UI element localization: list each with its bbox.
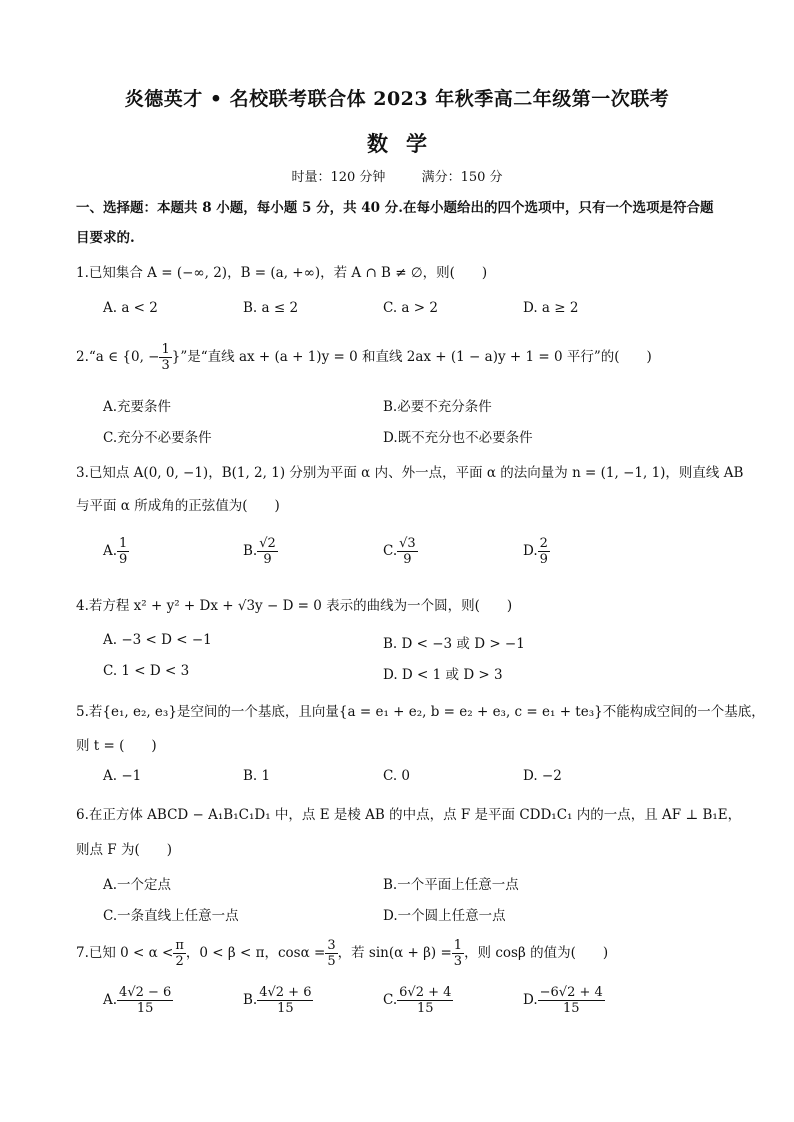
q3-c-num: √3 [399, 536, 416, 551]
question-3-options [103, 536, 723, 578]
q3-a-num: 1 [119, 536, 128, 551]
q7-frac1 [173, 938, 186, 969]
q4-option-b: B. D < −3 或 D > −1 [383, 636, 525, 652]
q2-option-d: D.既不充分也不必要条件 [383, 430, 533, 446]
q6-option-d: D.一个圆上任意一点 [383, 908, 506, 924]
question-2 [76, 342, 736, 373]
q2-frac-den: 3 [161, 358, 170, 373]
q3-a-den: 9 [119, 552, 128, 567]
q7-c-frac [397, 985, 453, 1016]
q7-a-frac [117, 985, 173, 1016]
q3-d-num: 2 [539, 536, 548, 551]
q7-b-num: 4√2 + 6 [259, 985, 312, 1000]
q3-b-den: 9 [263, 552, 272, 567]
q3-b-num: √2 [259, 536, 276, 551]
section-heading-line2: 目要求的. [76, 230, 135, 246]
q7-option-c [383, 985, 453, 1016]
full-score: 满分：150 分 [421, 170, 503, 185]
exam-meta [0, 166, 794, 185]
q4-option-c: C. 1 < D < 3 [103, 663, 190, 679]
question-3-line2: 与平面 α 所成角的正弦值为( ) [76, 498, 280, 514]
q3-c-frac [397, 536, 418, 567]
q4-option-a: A. −3 < D < −1 [103, 632, 212, 648]
q7-frac3-den: 3 [453, 954, 463, 969]
q7-a-label: A. [103, 992, 118, 1008]
q5-option-c: C. 0 [383, 768, 411, 784]
q7-frac3-num: 1 [453, 938, 463, 953]
q7-frac2-den: 5 [327, 954, 336, 969]
question-1: 1.已知集合 A = (−∞, 2)，B = (a, +∞)，若 A ∩ B ≠ ∅，则( ) [76, 265, 488, 281]
q3-b-label: B. [243, 543, 258, 559]
q7-part2: ，0 < β < π，cosα = [185, 945, 326, 961]
q3-b-frac [257, 536, 278, 567]
section-heading-line1: 一、选择题：本题共 8 小题，每小题 5 分，共 40 分.在每小题给出的四个选项中，只有一个选项是符合题 [76, 200, 714, 216]
q7-frac2 [325, 938, 337, 969]
question-6-line2: 则点 F 为( ) [76, 842, 172, 858]
question-5-options [103, 768, 723, 796]
question-2-options-row1 [103, 395, 723, 419]
q7-d-num: −6√2 + 4 [539, 985, 603, 1000]
q7-b-label: B. [243, 992, 258, 1008]
q7-frac2-num: 3 [327, 938, 336, 953]
q3-c-den: 9 [403, 552, 412, 567]
question-4-options-row1 [103, 632, 723, 656]
q7-d-frac [538, 985, 605, 1016]
q4-option-d: D. D < 1 或 D > 3 [383, 667, 503, 683]
question-4-options-row2 [103, 663, 723, 687]
q7-part4: ，则 cosβ 的值为( ) [464, 945, 609, 961]
q3-c-label: C. [383, 543, 398, 559]
q5-option-a: A. −1 [103, 768, 142, 784]
q7-option-d [523, 985, 605, 1016]
q6-option-a: A.一个定点 [103, 877, 172, 893]
q6-option-b: B.一个平面上任意一点 [383, 877, 519, 893]
q3-d-den: 9 [539, 552, 548, 567]
q1-option-a: A. a < 2 [103, 300, 158, 316]
q5-option-d: D. −2 [523, 768, 562, 784]
q2-frac-num: 1 [161, 342, 170, 357]
q7-c-label: C. [383, 992, 398, 1008]
q3-a-label: A. [103, 543, 118, 559]
question-2-options-row2 [103, 426, 723, 450]
q3-d-label: D. [523, 543, 538, 559]
q7-a-num: 4√2 − 6 [119, 985, 172, 1000]
question-6-options-row2 [103, 904, 723, 928]
question-5-line2: 则 t = ( ) [76, 738, 157, 754]
q3-option-d [523, 536, 550, 567]
q3-option-c [383, 536, 418, 567]
subject-title: 数学 [367, 131, 445, 156]
question-4: 4.若方程 x² + y² + Dx + √3y − D = 0 表示的曲线为一个圆，则( ) [76, 598, 513, 614]
q3-d-frac [538, 536, 550, 567]
q7-option-b [243, 985, 313, 1016]
question-6-line1: 6.在正方体 ABCD − A₁B₁C₁D₁ 中，点 E 是棱 AB 的中点，点 F 是平面 CDD₁C₁ 内的一点，且 AF ⊥ B₁E， [76, 807, 742, 823]
question-7 [76, 936, 736, 970]
q3-option-b [243, 536, 278, 567]
q7-b-frac [257, 985, 313, 1016]
q2-option-a: A.充要条件 [103, 399, 172, 415]
q5-option-b: B. 1 [243, 768, 271, 784]
q3-option-a [103, 536, 129, 567]
q1-option-b: B. a ≤ 2 [243, 300, 299, 316]
q2-prefix: 2.“a ∈ {0, − [76, 349, 160, 365]
question-6-options-row1 [103, 873, 723, 897]
time-limit: 时量：120 分钟 [291, 170, 386, 185]
question-1-options [103, 300, 723, 328]
q2-fraction [159, 342, 171, 373]
q7-b-den: 15 [277, 1001, 294, 1016]
question-5-line1: 5.若{e₁, e₂, e₃}是空间的一个基底，且向量{a = e₁ + e₂, b = e₂ + e₃, c = e₁ + te₃}不能构成空间的一个基底， [76, 704, 765, 720]
q7-frac3 [452, 938, 464, 969]
q7-a-den: 15 [136, 1001, 154, 1016]
question-7-options [103, 985, 723, 1027]
q7-d-label: D. [523, 992, 538, 1008]
q2-suffix: }”是“直线 ax + (a + 1)y = 0 和直线 2ax + (1 − a)y + 1 = 0 平行”的( ) [171, 349, 652, 365]
q7-c-num: 6√2 + 4 [399, 985, 452, 1000]
q7-part3: ，若 sin(α + β) = [337, 945, 452, 961]
q7-frac1-num: π [175, 938, 184, 953]
q7-d-den: 15 [562, 1001, 580, 1016]
q2-option-c: C.充分不必要条件 [103, 430, 212, 446]
q7-frac1-den: 2 [175, 954, 184, 969]
q7-c-den: 15 [417, 1001, 434, 1016]
q7-option-a [103, 985, 173, 1016]
q6-option-c: C.一条直线上任意一点 [103, 908, 239, 924]
exam-title: 炎德英才 • 名校联考联合体 2023 年秋季高二年级第一次联考 [124, 88, 670, 110]
q3-a-frac [117, 536, 129, 567]
q2-option-b: B.必要不充分条件 [383, 399, 492, 415]
q7-part1: 7.已知 0 < α < [76, 945, 174, 961]
q1-option-d: D. a ≥ 2 [523, 300, 579, 316]
q1-option-c: C. a > 2 [383, 300, 438, 316]
question-3-line1: 3.已知点 A(0, 0, −1)，B(1, 2, 1) 分别为平面 α 内、外一点，平面 α 的法向量为 n = (1, −1, 1)，则直线 AB [76, 465, 744, 481]
